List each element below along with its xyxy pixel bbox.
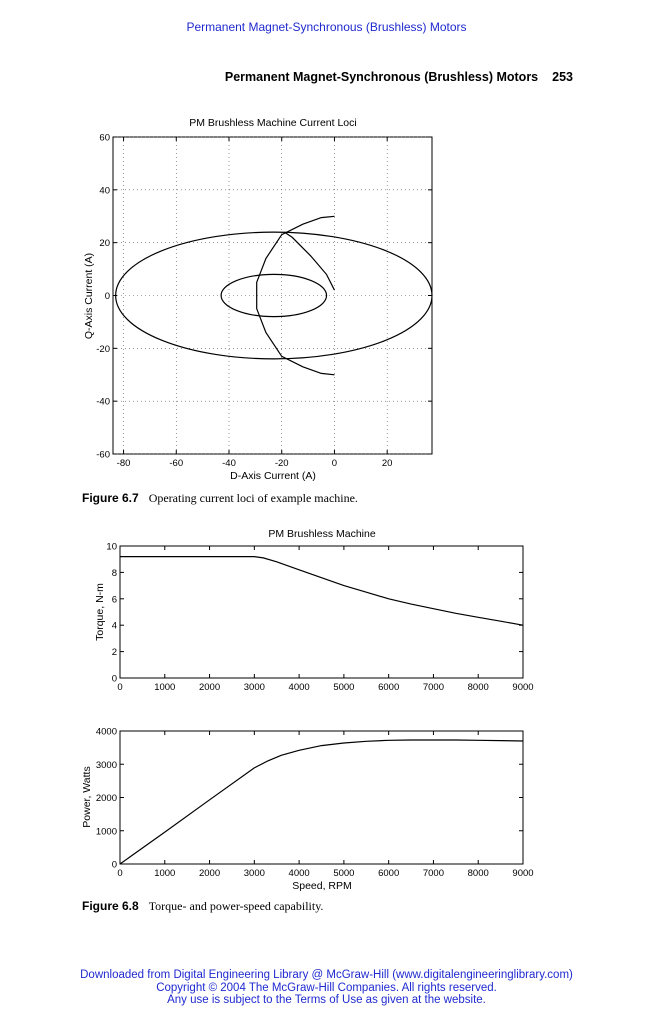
x-tick-label: 6000 bbox=[378, 682, 400, 693]
x-tick-label: 1000 bbox=[154, 682, 176, 693]
figure-6-8-caption bbox=[82, 899, 323, 914]
x-tick-label: -40 bbox=[222, 458, 236, 469]
power-series-line bbox=[120, 740, 523, 864]
y-tick-label: 2000 bbox=[95, 793, 117, 804]
x-tick-label: 9000 bbox=[512, 868, 534, 879]
footer-download-link[interactable]: Downloaded from Digital Engineering Library @ McGraw-Hill (www.digitalengineeringlibrary.com) bbox=[80, 969, 573, 981]
plot-frame bbox=[120, 731, 523, 864]
y-tick-label: 0 bbox=[111, 859, 117, 871]
y-tick-label: 8 bbox=[111, 567, 117, 579]
y-tick-label: 6 bbox=[111, 594, 117, 606]
figure-label: Figure 6.7 bbox=[82, 491, 139, 505]
y-tick-label: 1000 bbox=[95, 826, 117, 838]
x-tick-label: -60 bbox=[169, 458, 184, 469]
y-tick-label: 3000 bbox=[95, 759, 117, 771]
x-tick-label: 20 bbox=[381, 458, 393, 469]
x-tick-label: 5000 bbox=[333, 682, 355, 693]
x-tick-label: 3000 bbox=[243, 682, 265, 693]
x-tick-label: 2000 bbox=[198, 682, 221, 693]
figure-label: Figure 6.8 bbox=[82, 899, 139, 913]
x-tick-label: 8000 bbox=[467, 868, 489, 879]
y-tick-label: 2 bbox=[111, 647, 117, 659]
footer-terms-line: Any use is subject to the Terms of Use as given at the website. bbox=[167, 994, 486, 1006]
x-tick-label: 0 bbox=[117, 682, 123, 693]
x-tick-label: 6000 bbox=[378, 868, 400, 879]
y-tick-label: 4 bbox=[111, 620, 117, 632]
footer-copyright-line: Copyright © 2004 The McGraw-Hill Companies. All rights reserved. bbox=[156, 981, 497, 994]
x-tick-label: -20 bbox=[274, 458, 289, 469]
y-tick-label: 0 bbox=[111, 673, 117, 685]
footer-copyright bbox=[0, 969, 653, 1007]
x-axis-label: Speed, RPM bbox=[292, 880, 352, 892]
x-tick-label: 5000 bbox=[333, 868, 355, 879]
x-tick-label: 3000 bbox=[243, 868, 265, 879]
y-axis-label: Torque, N-m bbox=[94, 583, 106, 641]
y-tick-label: 20 bbox=[99, 238, 110, 250]
y-tick-label: 4000 bbox=[95, 726, 117, 738]
x-tick-label: 7000 bbox=[422, 868, 445, 879]
x-tick-label: -80 bbox=[116, 458, 131, 469]
top-download-link[interactable]: Permanent Magnet-Synchronous (Brushless) Motors bbox=[186, 20, 467, 34]
x-tick-label: 9000 bbox=[512, 682, 534, 693]
y-tick-label: 40 bbox=[99, 185, 110, 197]
y-tick-label: 10 bbox=[106, 541, 117, 553]
x-tick-label: 2000 bbox=[198, 868, 221, 879]
x-tick-label: 7000 bbox=[422, 682, 445, 693]
x-tick-label: 8000 bbox=[467, 682, 489, 693]
y-axis-label: Q-Axis Current (A) bbox=[83, 252, 95, 340]
x-tick-label: 0 bbox=[331, 458, 338, 469]
x-axis-label: D-Axis Current (A) bbox=[230, 470, 316, 482]
running-title: Permanent Magnet-Synchronous (Brushless) Motors bbox=[224, 70, 539, 84]
chart-title: PM Brushless Machine Current Loci bbox=[189, 117, 357, 129]
y-tick-label: 0 bbox=[104, 291, 110, 302]
y-axis-label: Power, Watts bbox=[81, 766, 93, 828]
y-tick-label: -20 bbox=[96, 343, 110, 355]
figure-caption-text: Operating current loci of example machine. bbox=[148, 491, 358, 505]
figure-caption-text: Torque- and power-speed capability. bbox=[148, 899, 324, 913]
x-tick-label: 1000 bbox=[154, 868, 176, 879]
page-number: 253 bbox=[552, 70, 573, 84]
x-tick-label: 4000 bbox=[288, 868, 310, 879]
y-tick-label: 60 bbox=[99, 132, 110, 144]
y-tick-label: -60 bbox=[96, 449, 110, 461]
x-tick-label: 0 bbox=[117, 868, 123, 879]
y-tick-label: -40 bbox=[96, 396, 110, 408]
chart-title: PM Brushless Machine bbox=[268, 528, 376, 540]
x-tick-label: 4000 bbox=[288, 682, 310, 693]
